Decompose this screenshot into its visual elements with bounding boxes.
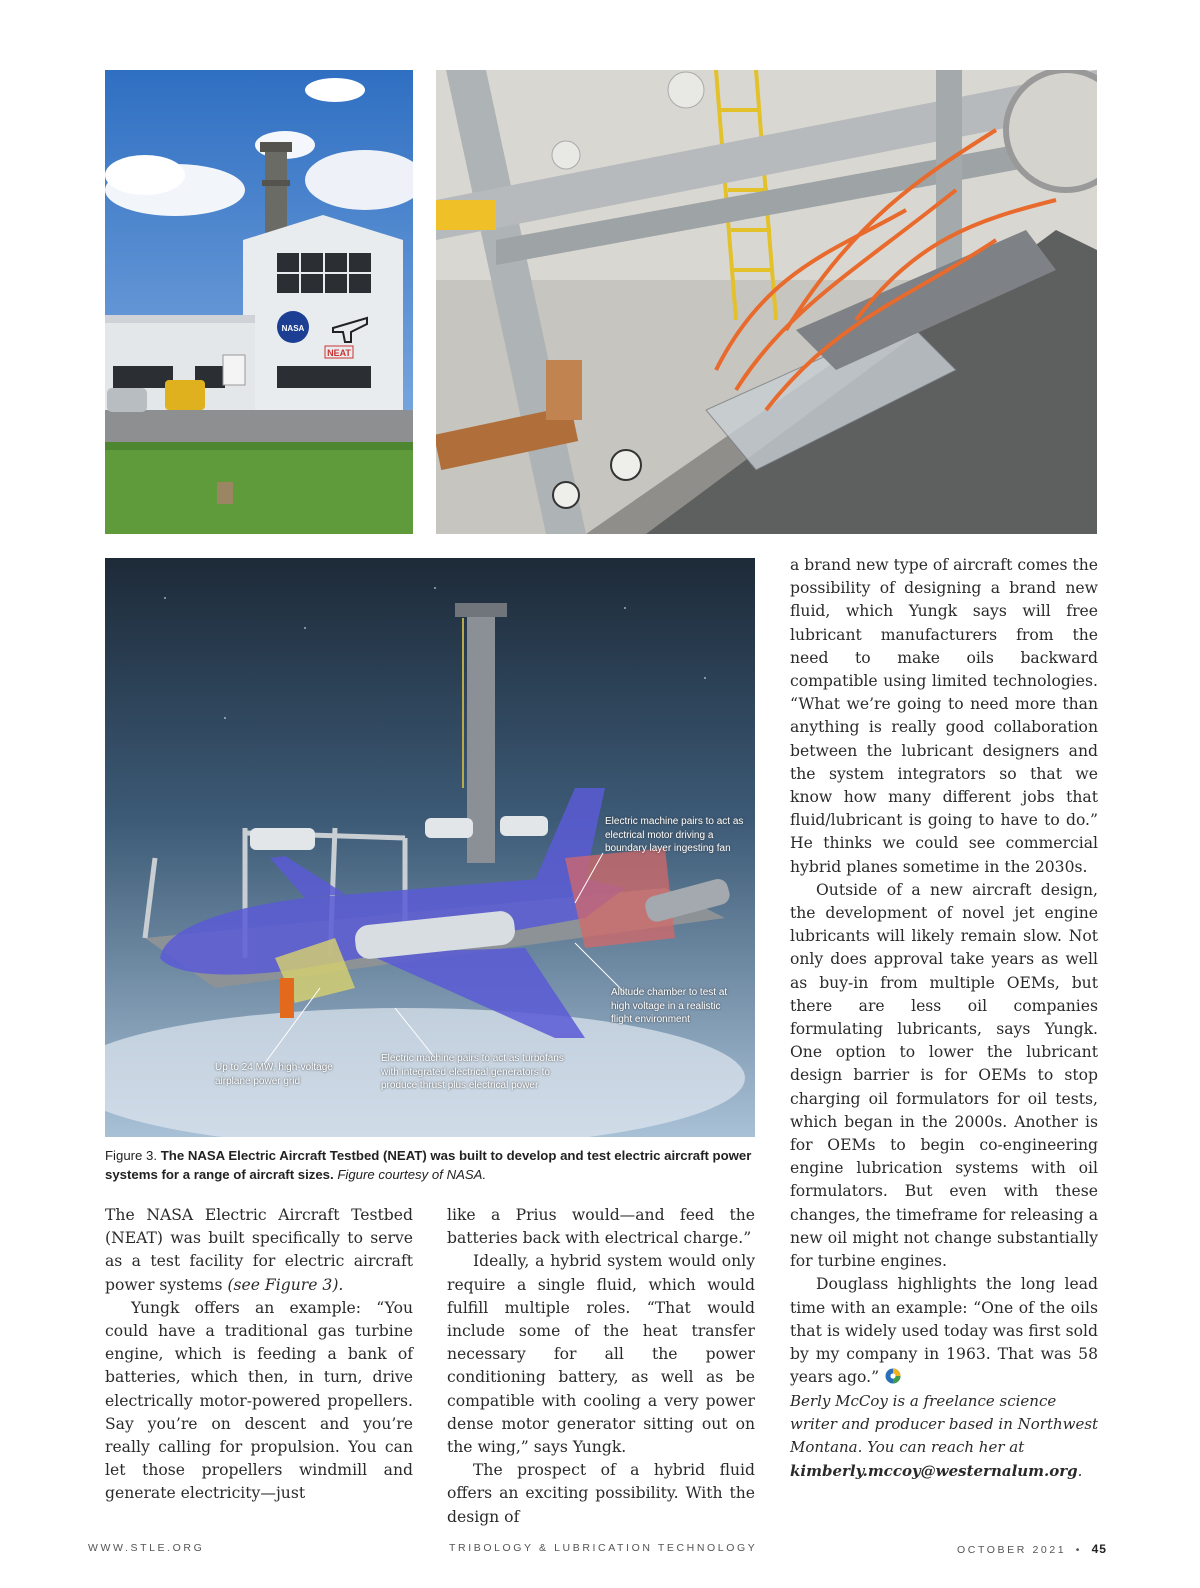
figure-3-neat-illustration	[105, 558, 755, 1137]
nasa-logo-text: NASA	[281, 324, 305, 333]
label-altitude-chamber: Altitude chamber to test at high voltage in a realistic flight environment	[611, 987, 728, 1025]
caption-title: The NASA Electric Aircraft Testbed (NEAT) was built to develop and test electric aircraft power systems for a range of aircraft sizes.	[105, 1148, 752, 1182]
label-turbofans: Electric machine pairs to act as turbofans with integrated electrical generators to produce thrust plus electrical power	[381, 1053, 564, 1091]
neat-sign-text: NEAT	[327, 348, 351, 358]
col3-p3-text: Douglass highlights the long lead time with an example: “One of the oils that is widely used today was first sold by my company in 1963. That was 58 years ago.”	[790, 1275, 1098, 1387]
col1-paragraph-1	[105, 1204, 413, 1297]
footer-publication: TRIBOLOGY & LUBRICATION TECHNOLOGY	[449, 1542, 758, 1554]
photo-neat-building	[105, 70, 413, 534]
figure-3-caption	[105, 1146, 755, 1184]
label-power-grid: Up to 24 MW, high-voltage airplane power grid	[215, 1062, 333, 1087]
footer-website[interactable]: WWW.STLE.ORG	[88, 1542, 205, 1554]
footer-issue	[957, 1542, 1107, 1556]
text-column-3	[790, 554, 1098, 1389]
caption-credit: Figure courtesy of NASA.	[337, 1167, 487, 1182]
col1-paragraph-2: Yungk offers an example: “You could have a traditional gas turbine engine, which is feeding a bank of batteries, which then, in turn, drive electrically motor-powered propellers. Say you’re on descent and you’re really calling for propulsion. You can let those propellers windmill and generate electricity—just	[105, 1298, 413, 1503]
col2-paragraph-2: Ideally, a hybrid system would only require a single fluid, which would fulfill multiple roles. “That would include some of the heat transfer necessary for all the power conditioning battery, as well as be compatible with cooling a very power dense motor generator sitting out on the wing,” says Yungk.	[447, 1252, 755, 1457]
caption-prefix: Figure 3.	[105, 1148, 158, 1163]
photo-lab-test-rig	[436, 70, 1097, 534]
stle-end-mark-icon	[885, 1368, 901, 1384]
col1-p1-text: The NASA Electric Aircraft Testbed (NEAT) was built specifically to serve as a test facility for electric aircraft power systems	[105, 1206, 413, 1294]
bio-end: .	[1077, 1461, 1083, 1480]
col2-paragraph-1: like a Prius would—and feed the batteries back with electrical charge.”	[447, 1206, 755, 1248]
page-number: 45	[1091, 1542, 1107, 1556]
figure-reference: (see Figure 3).	[227, 1275, 344, 1294]
footer-separator: •	[1075, 1544, 1083, 1556]
author-bio	[790, 1390, 1100, 1483]
label-boundary-fan: Electric machine pairs to act as electrical motor driving a boundary layer ingesting fan	[605, 816, 744, 854]
footer-date: OCTOBER 2021	[957, 1544, 1067, 1556]
col3-paragraph-1: a brand new type of aircraft comes the possibility of designing a brand new fluid, which Yungk says will free lubricant manufacturers from the need to make oils backward compatible using limited technologies. “What we’re going to need more than anything is really good collaboration between the lubricant designers and the system integrators so that we know how many different jobs that fluid/lubricant is going to have to do.” He thinks we could see commercial hybrid planes sometime in the 2030s.	[790, 556, 1098, 876]
bio-text: Berly McCoy is a freelance science writer and producer based in Northwest Montana. You can reach her at	[790, 1392, 1099, 1457]
text-column-2	[447, 1204, 755, 1529]
author-email-link[interactable]: kimberly.mccoy@westernalum.org	[790, 1461, 1078, 1480]
col2-paragraph-3: The prospect of a hybrid fluid offers an exciting possibility. With the design of	[447, 1461, 755, 1526]
col3-paragraph-2: Outside of a new aircraft design, the development of novel jet engine lubricants will likely remain slow. Not only does approval take years as well as buy-in from multiple OEMs, but there are less oil companies formulating lubricants, says Yungk. One option to lower the lubricant design barrier is for OEMs to stop charging oil formulators for oil tests, which began in the 2000s. Another is for OEMs to begin co-engineering engine lubrication systems with oil formulators. But even with these changes, the timeframe for releasing a new oil might not change substantially for turbine engines.	[790, 880, 1098, 1271]
col3-paragraph-3	[790, 1273, 1098, 1389]
text-column-1	[105, 1204, 413, 1506]
